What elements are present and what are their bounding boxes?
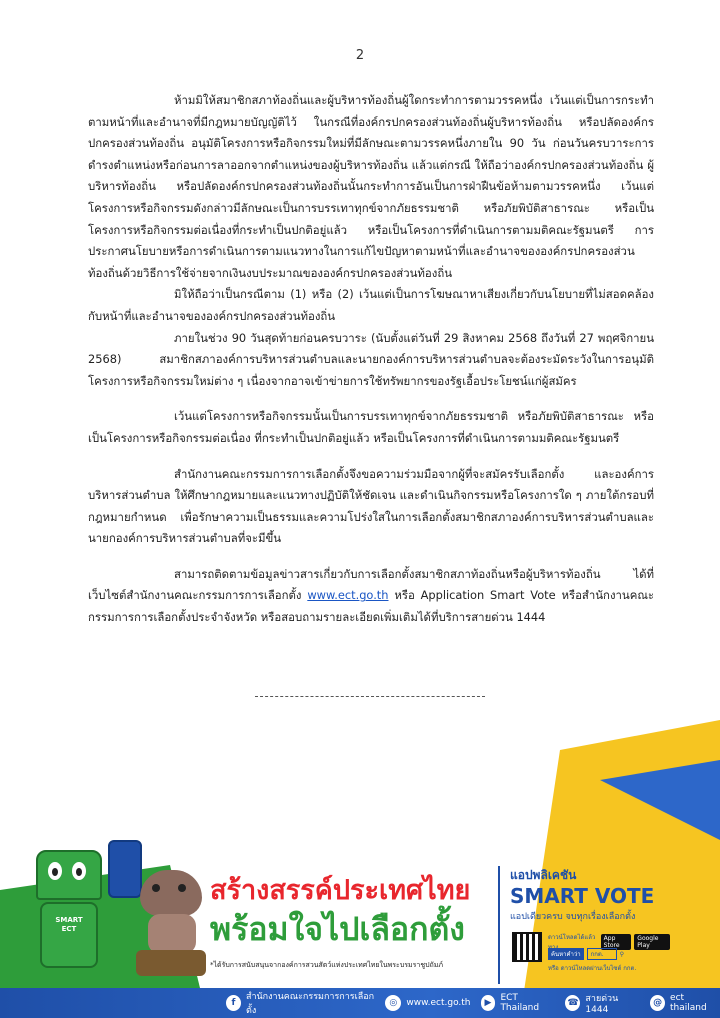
- paragraph-6-start: สามารถติดตามข้อมูลข่าวสารเกี่ยวกับการเลือกตั้งสมาชิกสภาท้องถิ่นหรือผู้บริหารท้องถิ่น ได้ที่เว็บไซต์สำนักงานคณะกรรมการการเลือกตั้ง: [88, 566, 654, 603]
- paragraph-3: ภายในช่วง 90 วันสุดท้ายก่อนครบวาระ (นับตั้งแต่วันที่ 29 สิงหาคม 2568 ถึงวันที่ 27 พฤศจิกายน 2568) สมาชิกสภาองค์การบริหารส่วนตำบลและนายกองค์การบริหารส่วนตำบลจะต้องระมัดระวังในการอนุมัติโครงการหรือกิจกรรมใหม่ต่าง ๆ เนื่องจากอาจเข้าข่ายการใช้ทรัพยากรของรัฐเอื้อประโยชน์แก่ผู้สมัคร: [88, 330, 654, 388]
- footer-youtube-text: ECT Thailand: [500, 993, 540, 1013]
- footer-line[interactable]: [650, 993, 720, 1013]
- app-tagline: แอปเดียวครบ จบทุกเรื่องเลือกตั้ง: [510, 912, 636, 922]
- paragraph-1: ห้ามมิให้สมาชิกสภาท้องถิ่นและผู้บริหารท้องถิ่นผู้ใดกระทำการตามวรรคหนึ่ง เว้นแต่เป็นการกระทำตามหน้าที่และอำนาจที่มีกฎหมายบัญญัติไว้ ในกรณีที่องค์กรปกครองส่วนท้องถิ่นผู้บริหารท้องถิ่น หรือปลัดองค์กรปกครองส่วนท้องถิ่น อนุมัติโครงการหรือกิจกรรมใหม่ที่มีลักษณะตามวรรคหนึ่งภายใน 90 วัน ก่อนวันครบวาระการดำรงตำแหน่งหรือก่อนการลาออกจากตำแหน่งของผู้บริหารท้องถิ่น แล้วแต่กรณี ให้ถือว่าองค์กรปกครองส่วนท้องถิ่น ผู้บริหารท้องถิ่น หรือปลัดองค์กรปกครองส่วนท้องถิ่นนั้นกระทำการอันเป็นการฝ่าฝืนข้อห้ามตามวรรคหนึ่ง เว้นแต่โครงการหรือกิจกรรมดังกล่าวมีลักษณะเป็นการบรรเทาทุกข์จากภัยธรรมชาติ หรือภัยพิบัติสาธารณะ หรือเป็นโครงการหรือกิจกรรมต่อเนื่องที่กระทำเป็นปกติอยู่แล้ว หรือเป็นโครงการที่ดำเนินการตามมติคณะรัฐมนตรี การประกาศนโยบายหรือการดำเนินการตามแนวทางในการแก้ไขปัญหาตามหน้าที่และอำนาจขององค์กรปกครองส่วนท้องถิ่นด้วยวิธีการใช้จ่ายจากเงินงบประมาณขององค์กรปกครองส่วนท้องถิ่น: [88, 93, 654, 280]
- paragraph-2: มิให้ถือว่าเป็นกรณีตาม (1) หรือ (2) เว้นแต่เป็นการโฆษณาหาเสียงเกี่ยวกับนโยบายที่ไม่สอดคล้องกับหน้าที่และอำนาจขององค์กรปกครองส่วนท้องถิ่น: [88, 287, 654, 323]
- app-store-badge[interactable]: App Store: [601, 934, 632, 950]
- hippo-mascot: [130, 870, 210, 980]
- search-icon: ⚲: [619, 950, 625, 958]
- footer-facebook[interactable]: [226, 989, 375, 1017]
- facebook-icon: f: [226, 995, 241, 1011]
- page-number: 2: [355, 48, 365, 63]
- banner-footer: [0, 988, 720, 1018]
- paragraph-5: สำนักงานคณะกรรมการการเลือกตั้งจึงขอความร่วมมือจากผู้ที่จะสมัครรับเลือกตั้ง และองค์การบริหารส่วนตำบล ให้ศึกษากฎหมายและแนวทางปฏิบัติให้ชัดเจน และดำเนินกิจกรรมหรือโครงการใด ๆ ภายใต้กรอบที่กฎหมายกำหนด เพื่อรักษาความเป็นธรรมและความโปร่งใสในการเลือกตั้งสมาชิกสภาองค์การบริหารส่วนตำบลและนายกองค์การบริหารส่วนตำบลที่จะมีขึ้น: [88, 466, 654, 546]
- mascot-badge: SMART ECT: [55, 916, 83, 933]
- scan-note: หรือ ดาวน์โหลดผ่านเว็บไซต์ กกต.: [548, 965, 637, 972]
- search-label: ค้นหาคำว่า: [548, 948, 584, 960]
- ect-website-link[interactable]: www.ect.go.th: [307, 588, 389, 603]
- google-play-badge[interactable]: Google Play: [634, 934, 670, 950]
- app-promo: [510, 866, 670, 990]
- globe-icon: ◎: [385, 995, 401, 1011]
- smart-vote-banner: [0, 720, 720, 1018]
- paragraph-6-end: หรือ Application Smart Vote หรือสำนักงานคณะกรรมการการเลือกตั้งประจำจังหวัด หรือสอบถามรายละเอียดเพิ่มเติมได้ที่บริการสายด่วน 1444: [88, 588, 655, 625]
- headline-line-1: สร้างสรรค์ประเทศไทย: [210, 875, 471, 906]
- youtube-icon: ▶: [481, 995, 496, 1011]
- footer-hotline-text: สายด่วน 1444: [585, 994, 619, 1015]
- footer-website[interactable]: [385, 995, 470, 1011]
- ect-mascot: [28, 850, 110, 980]
- search-value: กกต.: [587, 948, 617, 960]
- footer-line-text: ect thailand: [670, 993, 707, 1013]
- document-body: [88, 90, 654, 629]
- headline-line-2: พร้อมใจไปเลือกตั้ง: [210, 910, 465, 948]
- footer-hotline[interactable]: [565, 991, 640, 1015]
- paragraph-4: เว้นแต่โครงการหรือกิจกรรมนั้นเป็นการบรรเทาทุกข์จากภัยธรรมชาติ หรือภัยพิบัติสาธารณะ หรือเป็นโครงการหรือกิจกรรมต่อเนื่อง ที่กระทำเป็นปกติอยู่แล้ว หรือเป็นโครงการที่ดำเนินการตามมติคณะรัฐมนตรี: [88, 409, 654, 445]
- phone-icon: ☎: [565, 995, 580, 1011]
- paragraph-6: [88, 564, 654, 629]
- line-icon: @: [650, 995, 665, 1011]
- download-label: ดาวน์โหลดได้แล้ว: [548, 934, 596, 941]
- footer-facebook-text: สำนักงานคณะกรรมการการเลือกตั้ง: [245, 992, 375, 1016]
- banner-separator: [498, 866, 500, 984]
- app-name: SMART VOTE: [510, 884, 655, 908]
- sponsor-credit: *ได้รับการสนับสนุนจากองค์การสวนสัตว์แห่งประเทศไทยในพระบรมราชูปถัมภ์: [210, 961, 443, 969]
- footer-youtube[interactable]: [481, 993, 556, 1013]
- end-divider: [255, 696, 485, 697]
- footer-website-text: www.ect.go.th: [406, 998, 471, 1008]
- qr-code[interactable]: [512, 932, 542, 962]
- app-kicker: แอปพลิเคชัน: [510, 868, 577, 882]
